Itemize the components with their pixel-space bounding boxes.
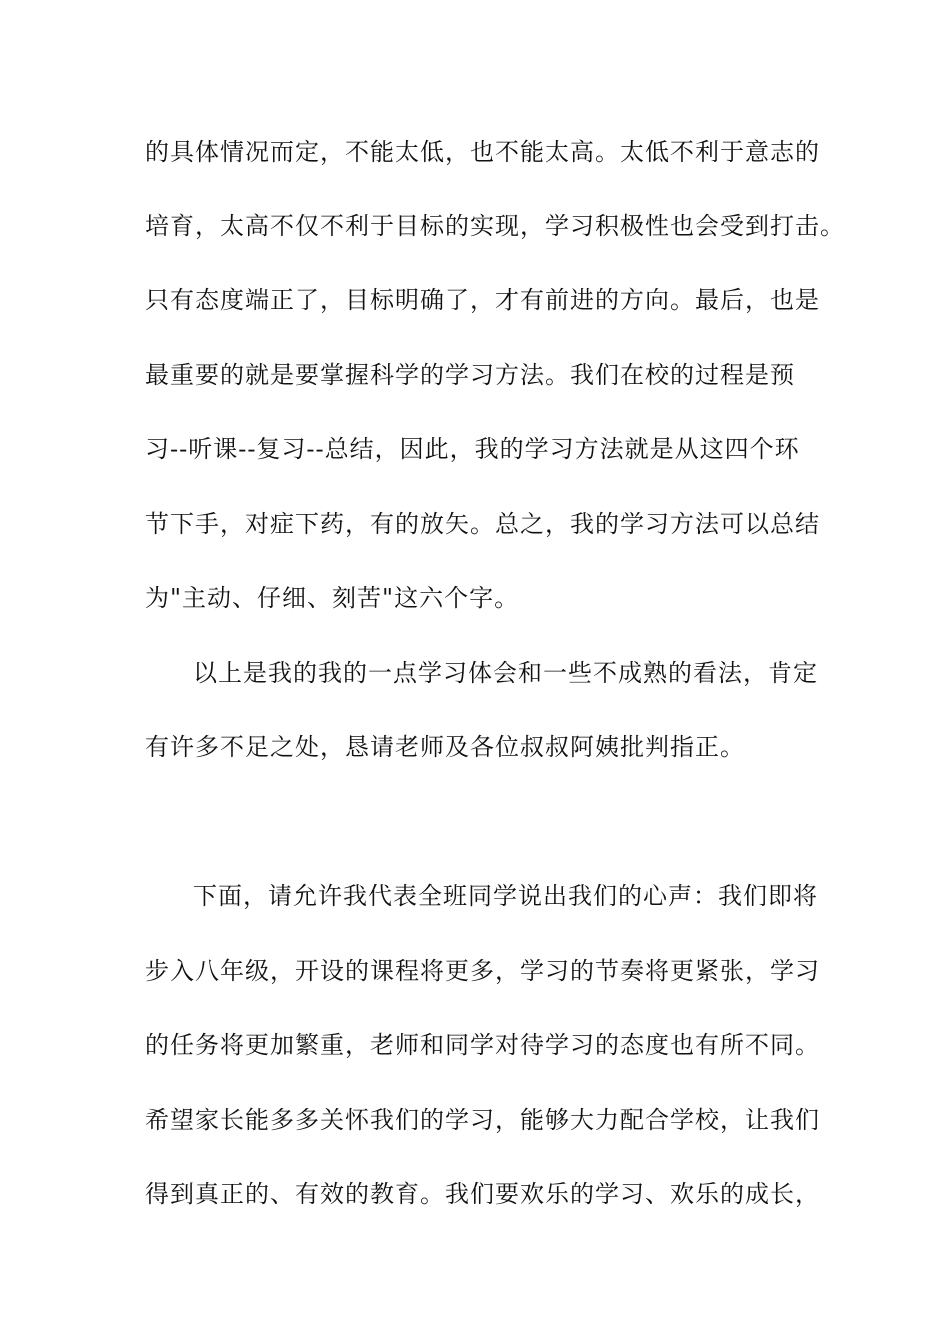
text-line: 最重要的就是要掌握科学的学习方法。我们在校的过程是预 (145, 361, 795, 389)
paragraph-first-line: 下面，请允许我代表全班同学说出我们的心声：我们即将 (193, 882, 818, 910)
text-line: 得到真正的、有效的教育。我们要欢乐的学习、欢乐的成长， (145, 1180, 820, 1208)
paragraph-first-line: 以上是我的我的一点学习体会和一些不成熟的看法，肯定 (193, 659, 818, 687)
text-line: 只有态度端正了，目标明确了，才有前进的方向。最后，也是 (145, 286, 820, 314)
text-line: 的具体情况而定，不能太低，也不能太高。太低不利于意志的 (145, 138, 820, 166)
text-line: 希望家长能多多关怀我们的学习，能够大力配合学校，让我们 (145, 1106, 820, 1134)
text-line: 的任务将更加繁重，老师和同学对待学习的态度也有所不同。 (145, 1031, 820, 1059)
text-line: 习--听课--复习--总结，因此，我的学习方法就是从这四个环 (145, 435, 800, 463)
text-line: 步入八年级，开设的课程将更多，学习的节奏将更紧张，学习 (145, 957, 820, 985)
text-line: 节下手，对症下药，有的放矢。总之，我的学习方法可以总结 (145, 510, 820, 538)
text-line: 有许多不足之处，恳请老师及各位叔叔阿姨批判指正。 (145, 733, 745, 761)
text-line: 为"主动、仔细、刻苦"这六个字。 (145, 584, 520, 612)
text-line: 培育，太高不仅不利于目标的实现，学习积极性也会受到打击。 (145, 212, 845, 240)
